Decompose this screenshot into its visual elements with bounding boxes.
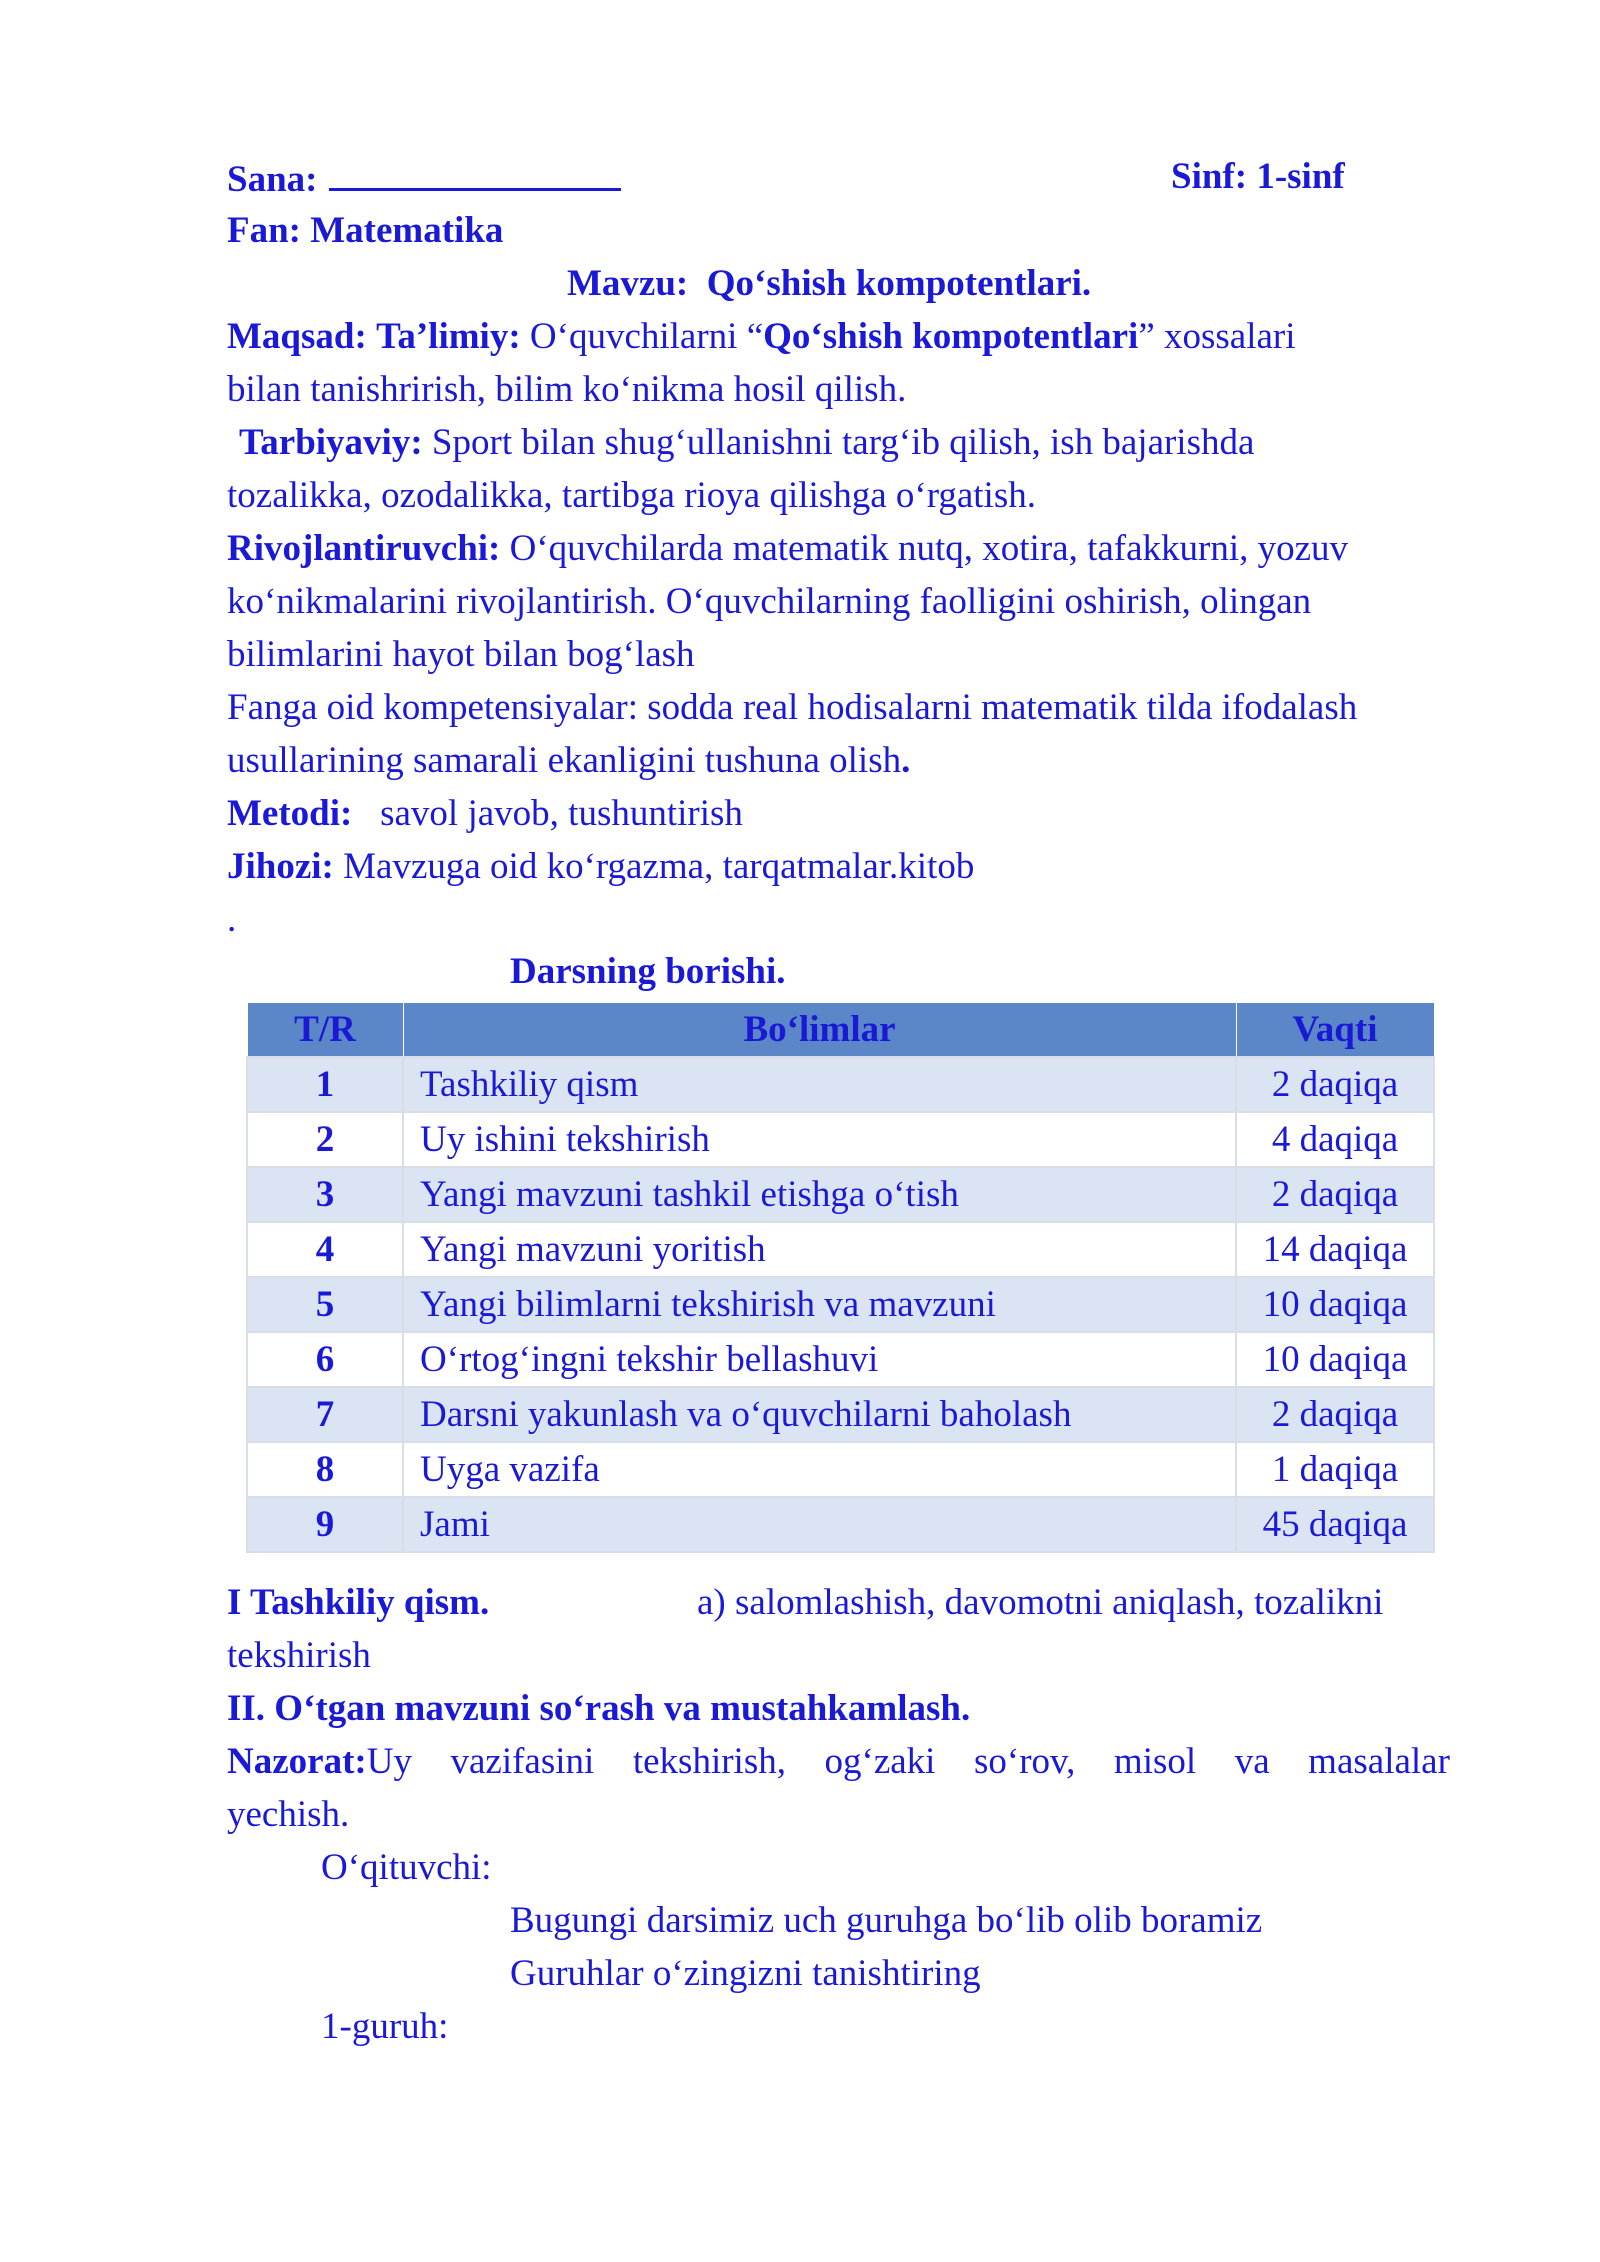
row-time: 1 daqiqa	[1236, 1442, 1434, 1497]
talimiy-line2: bilan tanishrirish, bilim ko‘nikma hosil qilish.	[227, 369, 907, 410]
row-section: Yangi bilimlarni tekshirish va mavzuni	[403, 1277, 1236, 1332]
row-number: 9	[247, 1497, 403, 1552]
row-time: 45 daqiqa	[1236, 1497, 1434, 1552]
table-row	[247, 1277, 1434, 1332]
stray-dot: .	[227, 899, 237, 940]
sana-label: Sana:	[227, 159, 318, 200]
row-section: Tashkiliy qism	[403, 1057, 1236, 1112]
row-number: 2	[247, 1112, 403, 1167]
part1-text-line2: tekshirish	[227, 1635, 371, 1676]
row-number: 5	[247, 1277, 403, 1332]
table-row	[247, 1112, 1434, 1167]
plan-heading: Darsning borishi.	[510, 951, 786, 992]
part1-text-line1: a) salomlashish, davomotni aniqlash, tozalikni	[697, 1582, 1384, 1623]
mavzu-title: Qo‘shish kompotentlari.	[706, 263, 1092, 304]
teacher-line2: Guruhlar o‘zingizni tanishtiring	[510, 1953, 981, 1994]
row-time: 4 daqiqa	[1236, 1112, 1434, 1167]
fan-label: Fan: Matematika	[227, 210, 504, 251]
maqsad-talimiy-line1: Maqsad: Ta’limiy: O‘quvchilarni “Qo‘shish kompotentlari” xossalari	[227, 316, 1296, 357]
table-row	[247, 1167, 1434, 1222]
nazorat-label: Nazorat:	[227, 1741, 367, 1782]
row-time: 10 daqiqa	[1236, 1332, 1434, 1387]
fanga-line1: Fanga oid kompetensiyalar: sodda real hodisalarni matematik tilda ifodalash	[227, 687, 1358, 728]
jihozi-value: Mavzuga oid ko‘rgazma, tarqatmalar.kitob	[333, 846, 975, 887]
table-row	[247, 1057, 1434, 1112]
table-row	[247, 1497, 1434, 1552]
row-section: Darsni yakunlash va o‘quvchilarni baholash	[403, 1387, 1236, 1442]
jihozi-row	[227, 840, 974, 893]
teacher-line1: Bugungi darsimiz uch guruhga bo‘lib olib boramiz	[510, 1900, 1263, 1941]
plan-header-row	[247, 1003, 1434, 1058]
row-time: 14 daqiqa	[1236, 1222, 1434, 1277]
row-section: Yangi mavzuni tashkil etishga o‘tish	[403, 1167, 1236, 1222]
row-section: O‘rtog‘ingni tekshir bellashuvi	[403, 1332, 1236, 1387]
group1-label: 1-guruh:	[321, 2006, 449, 2047]
table-row	[247, 1442, 1434, 1497]
plan-table	[246, 1002, 1435, 1553]
rivoj-line3: bilimlarini hayot bilan bog‘lash	[227, 634, 695, 675]
row-number: 4	[247, 1222, 403, 1277]
row-time: 2 daqiqa	[1236, 1057, 1434, 1112]
col-header-sections: Bo‘limlar	[403, 1003, 1236, 1058]
row-time: 10 daqiqa	[1236, 1277, 1434, 1332]
row-number: 7	[247, 1387, 403, 1442]
nazorat-line1: Nazorat:Uy vazifasini tekshirish, og‘zaki so‘rov, misol va masalalar	[227, 1741, 1450, 1782]
teacher-label: O‘qituvchi:	[321, 1847, 492, 1888]
tarbiyaviy-label: Tarbiyaviy:	[239, 422, 423, 463]
row-number: 8	[247, 1442, 403, 1497]
rivoj-line2: ko‘nikmalarini rivojlantirish. O‘quvchilarning faolligini oshirish, olingan	[227, 581, 1312, 622]
row-number: 1	[247, 1057, 403, 1112]
mavzu-row	[567, 257, 1091, 310]
fanga-line2: usullarining samarali ekanligini tushuna olish.	[227, 740, 911, 781]
sana-blank	[329, 150, 621, 191]
nazorat-line2: yechish.	[227, 1794, 350, 1835]
metodi-value: savol javob, tushuntirish	[380, 793, 743, 834]
jihozi-label: Jihozi:	[227, 846, 334, 887]
rivoj-label: Rivojlantiruvchi:	[227, 528, 501, 569]
table-row	[247, 1387, 1434, 1442]
table-row	[247, 1222, 1434, 1277]
row-time: 2 daqiqa	[1236, 1167, 1434, 1222]
row-section: Jami	[403, 1497, 1236, 1552]
tarbiyaviy-line2: tozalikka, ozodalikka, tartibga rioya qilishga o‘rgatish.	[227, 475, 1036, 516]
maqsad-label: Maqsad:	[227, 316, 367, 357]
tarbiyaviy-line1: Tarbiyaviy: Sport bilan shug‘ullanishni targ‘ib qilish, ish bajarishda	[239, 422, 1255, 463]
table-row	[247, 1332, 1434, 1387]
row-time: 2 daqiqa	[1236, 1387, 1434, 1442]
mavzu-label: Mavzu:	[567, 263, 689, 304]
rivoj-line1: Rivojlantiruvchi: O‘quvchilarda matematik nutq, xotira, tafakkurni, yozuv	[227, 528, 1349, 569]
row-section: Uy ishini tekshirish	[403, 1112, 1236, 1167]
col-header-tr: T/R	[247, 1003, 403, 1058]
col-header-time: Vaqti	[1236, 1003, 1434, 1058]
talimiy-label: Ta’limiy:	[376, 316, 521, 357]
metodi-label: Metodi:	[227, 793, 353, 834]
sana-row	[227, 150, 621, 206]
part2-heading: II. O‘tgan mavzuni so‘rash va mustahkamlash.	[227, 1688, 971, 1729]
row-number: 6	[247, 1332, 403, 1387]
row-number: 3	[247, 1167, 403, 1222]
sinf-label: Sinf: 1-sinf	[1171, 156, 1345, 197]
part1-heading: I Tashkiliy qism.	[227, 1582, 490, 1623]
metodi-row	[227, 787, 743, 840]
row-section: Yangi mavzuni yoritish	[403, 1222, 1236, 1277]
row-section: Uyga vazifa	[403, 1442, 1236, 1497]
